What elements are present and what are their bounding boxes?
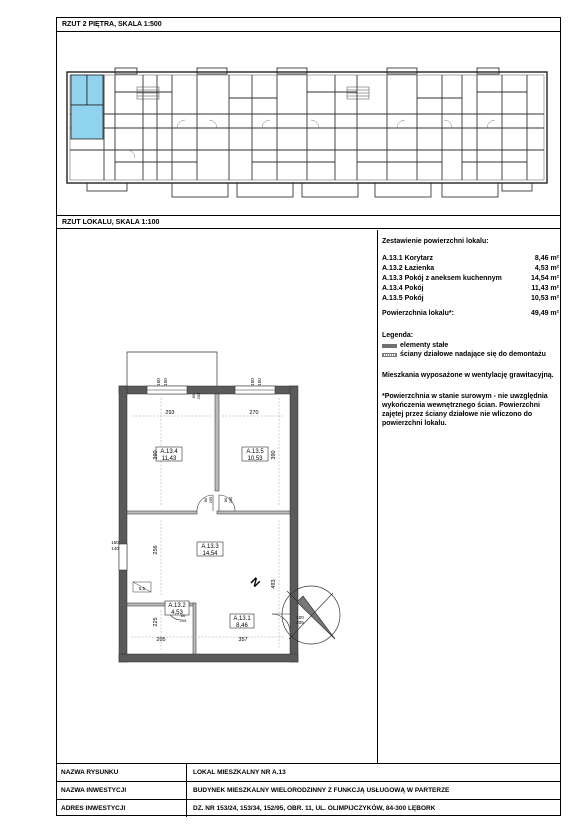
svg-text:205: 205 xyxy=(156,637,166,643)
svg-text:293: 293 xyxy=(165,410,175,416)
schedule-row: A.13.3 Pokój z aneksem kuchennym 14,54 m² xyxy=(382,275,559,282)
svg-text:205: 205 xyxy=(196,392,201,400)
area-schedule xyxy=(382,238,562,428)
total-area: Powierzchnia lokalu*: 49,49 m² xyxy=(382,310,559,317)
svg-text:205: 205 xyxy=(296,620,304,625)
balcony xyxy=(127,352,217,388)
legend-title: Legenda: xyxy=(382,332,414,339)
title-row-address: ADRES INWESTYCJI DZ. NR 153/24, 153/34, 152/95, OBR. 11, UL. OLIMPIJCZYKÓW, 84-300 LĘBORK xyxy=(57,799,560,817)
highlighted-apartment xyxy=(71,75,103,139)
svg-text:256: 256 xyxy=(153,545,159,555)
svg-text:4,53: 4,53 xyxy=(171,610,183,616)
svg-text:8,46: 8,46 xyxy=(236,623,248,629)
svg-text:N: N xyxy=(247,575,262,590)
svg-text:11,43: 11,43 xyxy=(161,456,177,462)
svg-text:80: 80 xyxy=(223,497,228,503)
schedule-row: A.13.2 Łazienka 4,53 m² xyxy=(382,265,559,272)
title-row-drawing: NAZWA RYSUNKU LOKAL MIESZKALNY NR A.13 xyxy=(57,763,560,781)
drawing-sheet xyxy=(56,17,561,816)
svg-text:A.13.4: A.13.4 xyxy=(160,449,178,455)
svg-text:270: 270 xyxy=(249,410,259,416)
svg-text:140: 140 xyxy=(111,546,119,551)
overview-title: RZUT 2 PIĘTRA, SKALA 1:500 xyxy=(57,18,560,32)
schedule-row: A.13.5 Pokój 10,53 m² xyxy=(382,295,559,302)
svg-text:80: 80 xyxy=(180,613,186,618)
svg-text:A.13.3: A.13.3 xyxy=(201,544,219,550)
schedule-row: A.13.1 Korytarz 8,46 m² xyxy=(382,255,559,262)
apartment-plan xyxy=(57,230,377,763)
svg-text:150: 150 xyxy=(111,540,119,545)
svg-text:10,53: 10,53 xyxy=(247,456,263,462)
svg-text:14,54: 14,54 xyxy=(202,551,218,557)
floor-overview-plan xyxy=(57,32,560,215)
svg-text:205: 205 xyxy=(179,618,187,623)
area-footnote: *Powierzchnia w stanie surowym - nie uwzględnia wykończenia wewnętrznego ścian. Powierzchni zajętej przez ściany działowe nie wliczono do powierzchni lokalu. xyxy=(382,393,548,427)
svg-text:205: 205 xyxy=(228,496,233,504)
svg-text:225: 225 xyxy=(153,617,159,627)
plan-title: RZUT LOKALU, SKALA 1:100 xyxy=(57,215,560,229)
schedule-title: Zestawienie powierzchni lokalu: xyxy=(382,238,489,245)
room-labels xyxy=(156,447,268,629)
svg-text:390: 390 xyxy=(271,450,277,460)
svg-text:150: 150 xyxy=(250,378,255,386)
title-block xyxy=(57,763,560,817)
svg-text:A.13.5: A.13.5 xyxy=(246,449,264,455)
svg-text:205: 205 xyxy=(208,496,213,504)
svg-text:150: 150 xyxy=(163,378,168,386)
svg-text:493: 493 xyxy=(271,579,277,589)
svg-text:5,5: 5,5 xyxy=(138,586,146,591)
svg-text:80: 80 xyxy=(203,497,208,503)
legend-hatch: ściany działowe nadające się do demontażu xyxy=(382,350,562,359)
svg-text:150: 150 xyxy=(156,378,161,386)
partition-walls xyxy=(127,394,290,654)
panel-divider xyxy=(377,230,378,763)
svg-text:150: 150 xyxy=(257,378,262,386)
ventilation-note: Mieszkania wyposażone w wentylację grawitacyjną. xyxy=(382,372,554,379)
svg-text:357: 357 xyxy=(238,637,248,643)
svg-text:A.13.2: A.13.2 xyxy=(168,603,186,609)
svg-text:100: 100 xyxy=(296,615,304,620)
outer-walls xyxy=(119,386,298,662)
legend-solid: elementy stałe xyxy=(382,341,562,350)
svg-text:80: 80 xyxy=(191,393,196,399)
schedule-row: A.13.4 Pokój 11,43 m² xyxy=(382,285,559,292)
svg-text:390: 390 xyxy=(153,450,159,460)
title-row-investment: NAZWA INWESTYCJI BUDYNEK MIESZKALNY WIELORODZINNY Z FUNKCJĄ USŁUGOWĄ W PARTERZE xyxy=(57,781,560,799)
dimension-lines xyxy=(131,398,285,650)
svg-text:A.13.1: A.13.1 xyxy=(233,616,251,622)
